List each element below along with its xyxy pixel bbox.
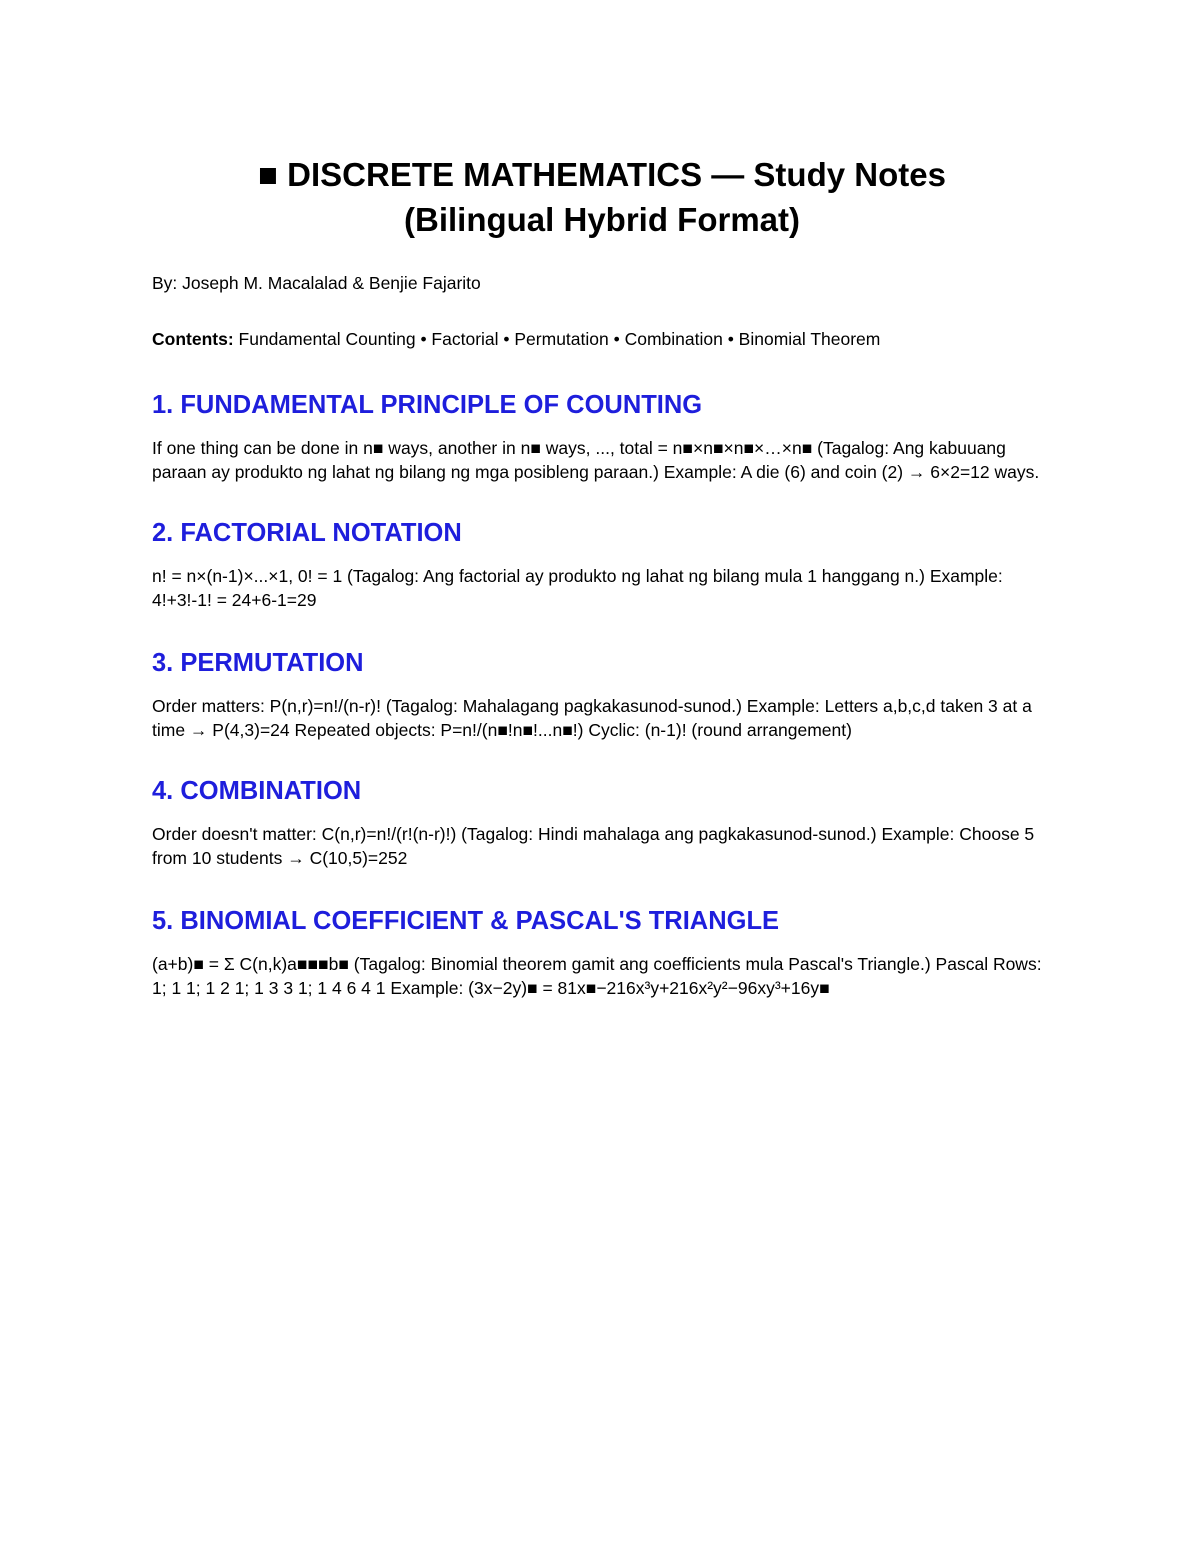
document-title bbox=[152, 152, 1052, 242]
title-line-1: ■ DISCRETE MATHEMATICS — Study Notes bbox=[258, 156, 946, 193]
title-line-2: (Bilingual Hybrid Format) bbox=[404, 201, 800, 238]
section-heading: 4. COMBINATION bbox=[152, 777, 362, 805]
section-body: If one thing can be done in n■ ways, another in n■ ways, ..., total = n■×n■×n■×…×n■ (Tagalog: Ang kabuuang paraan ay produkto ng lahat ng bilang ng mga posibleng paraan.) Example: A die (6) and coin (2) → 6×2=12 ways. bbox=[152, 438, 1040, 482]
contents-line bbox=[152, 327, 1052, 351]
section-body: n! = n×(n-1)×...×1, 0! = 1 (Tagalog: Ang factorial ay produkto ng lahat ng bilang mula 1 hanggang n.) Example: 4!+3!-1! = 24+6-1=29 bbox=[152, 566, 1003, 610]
contents-items: Fundamental Counting • Factorial • Permutation • Combination • Binomial Theorem bbox=[233, 329, 881, 349]
section-heading: 1. FUNDAMENTAL PRINCIPLE OF COUNTING bbox=[152, 391, 703, 419]
byline: By: Joseph M. Macalalad & Benjie Fajarito bbox=[152, 273, 481, 293]
section-body: Order matters: P(n,r)=n!/(n-r)! (Tagalog: Mahalagang pagkakasunod-sunod.) Example: Letters a,b,c,d taken 3 at a time → P(4,3)=24 Repeated objects: P=n!/(n■!n■!...n■!) Cyclic: (n-1)! (round arrangement) bbox=[152, 696, 1032, 740]
section-permutation bbox=[152, 647, 1052, 742]
section-binomial bbox=[152, 905, 1052, 1000]
section-heading: 2. FACTORIAL NOTATION bbox=[152, 519, 462, 547]
section-fundamental-counting bbox=[152, 389, 1052, 484]
section-heading: 5. BINOMIAL COEFFICIENT & PASCAL'S TRIANGLE bbox=[152, 907, 780, 935]
document-page bbox=[152, 152, 1052, 1000]
section-combination bbox=[152, 775, 1052, 870]
section-body: (a+b)■ = Σ C(n,k)a■■■b■ (Tagalog: Binomial theorem gamit ang coefficients mula Pascal's Triangle.) Pascal Rows: 1; 1 1; 1 2 1; 1 3 3 1; 1 4 6 4 1 Example: (3x−2y)■ = 81x■−216x³y+216x²y²−96xy³+16y■ bbox=[152, 954, 1042, 998]
contents-label: Contents: bbox=[152, 329, 234, 349]
section-factorial bbox=[152, 517, 1052, 612]
section-body: Order doesn't matter: C(n,r)=n!/(r!(n-r)!) (Tagalog: Hindi mahalaga ang pagkakasunod-sunod.) Example: Choose 5 from 10 students → C(10,5)=252 bbox=[152, 824, 1035, 868]
section-heading: 3. PERMUTATION bbox=[152, 649, 364, 677]
